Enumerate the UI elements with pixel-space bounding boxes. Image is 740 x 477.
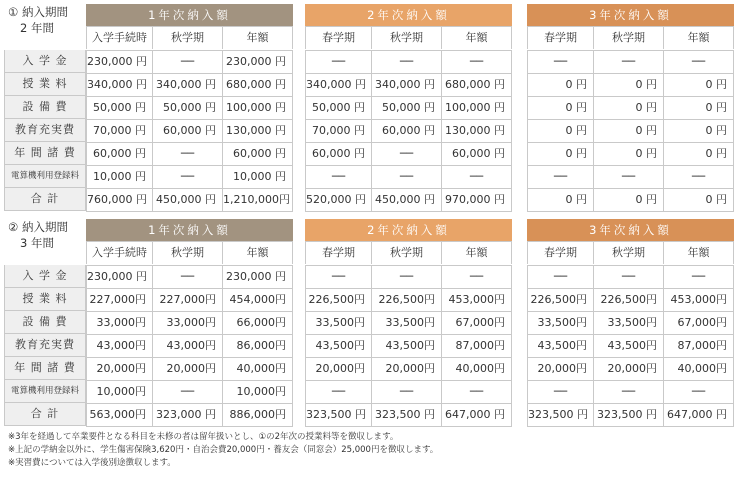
year3-row	[527, 289, 734, 312]
year1-row	[86, 404, 293, 427]
row-label: 教育充実費	[4, 119, 86, 141]
fee-value: 10,000円	[86, 381, 153, 403]
column-header: 春学期	[527, 242, 594, 264]
fee-value: 680,000 円	[442, 74, 512, 96]
year3-header: 3年次納入額	[527, 4, 734, 26]
fee-value: 227,000円	[153, 289, 223, 311]
fee-value: 130,000 円	[442, 120, 512, 142]
column-header: 年額	[664, 27, 734, 49]
note-line: ※3年を経過して卒業要件となる科目を未修の者は留年扱いとし、①の2年次の授業料等を徴収します。	[8, 432, 399, 442]
fee-value: 10,000 円	[223, 166, 293, 188]
fee-value: 450,000 円	[153, 189, 223, 211]
year1-row	[86, 289, 293, 312]
fee-value: 20,000円	[153, 358, 223, 380]
fee-value: 323,500 円	[594, 404, 664, 426]
year1-row	[86, 312, 293, 335]
year3-row	[527, 358, 734, 381]
fee-value: 0 円	[527, 189, 594, 211]
row-label-row	[4, 403, 86, 426]
year3-table	[527, 219, 734, 427]
fee-value: 33,500円	[527, 312, 594, 334]
fee-value: ──	[664, 51, 734, 73]
column-header: 秋学期	[153, 27, 223, 49]
year2-row	[305, 189, 512, 212]
year2-column-headers	[305, 241, 512, 266]
row-label-row	[4, 357, 86, 380]
fee-value: 563,000円	[86, 404, 153, 426]
year2-column-headers	[305, 26, 512, 51]
fee-value: 43,500円	[372, 335, 442, 357]
year1-header: 1年次納入額	[86, 219, 293, 241]
fee-value: 340,000 円	[372, 74, 442, 96]
year1-row	[86, 166, 293, 189]
row-label: 合 計	[4, 188, 86, 210]
year1-row	[86, 143, 293, 166]
fee-value: 43,000円	[86, 335, 153, 357]
fee-value: 0 円	[594, 120, 664, 142]
year3-row	[527, 312, 734, 335]
year3-row	[527, 120, 734, 143]
fee-value: ──	[153, 381, 223, 403]
year3-row	[527, 51, 734, 74]
row-label-row	[4, 334, 86, 357]
fee-value: 226,500円	[372, 289, 442, 311]
column-header: 春学期	[305, 242, 372, 264]
year3-row	[527, 335, 734, 358]
column-header: 秋学期	[372, 27, 442, 49]
fee-value: 33,000円	[86, 312, 153, 334]
year1-column-headers	[86, 241, 293, 266]
fee-value: 100,000 円	[223, 97, 293, 119]
fee-value: 60,000 円	[372, 120, 442, 142]
fee-value: 0 円	[664, 143, 734, 165]
fee-value: ──	[305, 166, 372, 188]
fee-value: 60,000 円	[442, 143, 512, 165]
column-header: 秋学期	[372, 242, 442, 264]
fee-value: 970,000 円	[442, 189, 512, 211]
period-label-line1: ② 納入期間	[8, 220, 68, 234]
year2-row	[305, 404, 512, 427]
row-label-row	[4, 311, 86, 334]
fee-value: ──	[153, 166, 223, 188]
row-label: 年 間 諸 費	[4, 357, 86, 379]
year3-row	[527, 189, 734, 212]
year2-row	[305, 312, 512, 335]
column-header: 入学手続時	[86, 27, 153, 49]
fee-value: 20,000円	[594, 358, 664, 380]
fee-value: ──	[372, 266, 442, 288]
row-label: 設 備 費	[4, 311, 86, 333]
fee-value: 0 円	[664, 97, 734, 119]
year3-row	[527, 97, 734, 120]
fee-value: 454,000円	[223, 289, 293, 311]
year2-row	[305, 289, 512, 312]
fee-value: 886,000円	[223, 404, 293, 426]
period-label-line2: 2 年間	[20, 21, 54, 35]
fee-value: 60,000 円	[305, 143, 372, 165]
row-label-row	[4, 119, 86, 142]
fee-value: ──	[594, 51, 664, 73]
year2-table	[305, 4, 512, 212]
fee-value: 0 円	[527, 143, 594, 165]
row-label: 年 間 諸 費	[4, 142, 86, 164]
column-header: 春学期	[527, 27, 594, 49]
row-label: 設 備 費	[4, 96, 86, 118]
year2-row	[305, 74, 512, 97]
fee-section-1	[0, 4, 740, 214]
year2-table	[305, 219, 512, 427]
year2-row	[305, 166, 512, 189]
fee-value: 87,000円	[442, 335, 512, 357]
row-label: 入 学 金	[4, 50, 86, 72]
column-header: 年額	[223, 242, 293, 264]
row-label: 電算機利用登録料	[4, 165, 86, 187]
fee-value: ──	[305, 266, 372, 288]
year3-row	[527, 404, 734, 427]
fee-value: 87,000円	[664, 335, 734, 357]
year2-row	[305, 120, 512, 143]
fee-section-2	[0, 219, 740, 429]
year2-row	[305, 266, 512, 289]
fee-value: 760,000 円	[86, 189, 153, 211]
fee-value: 60,000 円	[223, 143, 293, 165]
fee-value: 323,500 円	[372, 404, 442, 426]
fee-value: 0 円	[527, 120, 594, 142]
column-header: 年額	[442, 27, 512, 49]
fee-value: 0 円	[594, 74, 664, 96]
row-label: 教育充実費	[4, 334, 86, 356]
fee-value: 0 円	[664, 120, 734, 142]
year2-row	[305, 143, 512, 166]
fee-value: 340,000 円	[153, 74, 223, 96]
year3-row	[527, 74, 734, 97]
fee-value: 230,000 円	[223, 266, 293, 288]
period-label	[8, 4, 80, 36]
fee-value: 0 円	[594, 189, 664, 211]
row-label: 授 業 料	[4, 73, 86, 95]
fee-value: 10,000 円	[86, 166, 153, 188]
year1-row	[86, 51, 293, 74]
column-header: 年額	[664, 242, 734, 264]
fee-value: 50,000 円	[153, 97, 223, 119]
fee-value: 70,000 円	[305, 120, 372, 142]
fee-value: 323,000 円	[153, 404, 223, 426]
fee-value: ──	[153, 51, 223, 73]
year2-row	[305, 97, 512, 120]
year3-header: 3年次納入額	[527, 219, 734, 241]
fee-value: ──	[527, 381, 594, 403]
fee-value: 33,500円	[372, 312, 442, 334]
fee-value: 227,000円	[86, 289, 153, 311]
fee-value: 1,210,000円	[223, 189, 293, 211]
column-header: 秋学期	[594, 242, 664, 264]
fee-value: 40,000円	[223, 358, 293, 380]
year2-row	[305, 358, 512, 381]
fee-value: 20,000円	[527, 358, 594, 380]
row-label-row	[4, 288, 86, 311]
year1-row	[86, 381, 293, 404]
row-label-row	[4, 188, 86, 211]
column-header: 秋学期	[594, 27, 664, 49]
fee-value: ──	[305, 381, 372, 403]
fee-value: 520,000 円	[305, 189, 372, 211]
fee-value: ──	[372, 381, 442, 403]
fee-value: 453,000円	[664, 289, 734, 311]
year1-table	[86, 219, 293, 427]
year2-row	[305, 381, 512, 404]
year3-row	[527, 381, 734, 404]
fee-value: 0 円	[664, 189, 734, 211]
fee-value: 40,000円	[442, 358, 512, 380]
fee-value: ──	[527, 51, 594, 73]
fee-value: 450,000 円	[372, 189, 442, 211]
fee-value: ──	[594, 266, 664, 288]
fee-value: 230,000 円	[86, 51, 153, 73]
period-label-line1: ① 納入期間	[8, 5, 68, 19]
year2-header: 2年次納入額	[305, 4, 512, 26]
fee-value: 67,000円	[664, 312, 734, 334]
year3-row	[527, 166, 734, 189]
period-label-line2: 3 年間	[20, 236, 54, 250]
year1-row	[86, 74, 293, 97]
year1-row	[86, 189, 293, 212]
column-header: 入学手続時	[86, 242, 153, 264]
fee-value: 647,000 円	[664, 404, 734, 426]
row-label-row	[4, 265, 86, 288]
fee-value: 647,000 円	[442, 404, 512, 426]
fee-value: 43,500円	[305, 335, 372, 357]
fee-value: ──	[305, 51, 372, 73]
fee-value: ──	[594, 381, 664, 403]
fee-value: 226,500円	[305, 289, 372, 311]
year3-table	[527, 4, 734, 212]
note-line: ※実習費については入学後別途徴収します。	[8, 458, 176, 468]
fee-value: 20,000円	[86, 358, 153, 380]
fee-value: 0 円	[664, 74, 734, 96]
year3-column-headers	[527, 26, 734, 51]
fee-value: ──	[442, 166, 512, 188]
fee-value: 60,000 円	[86, 143, 153, 165]
fee-value: ──	[442, 381, 512, 403]
year1-row	[86, 266, 293, 289]
fee-value: ──	[372, 143, 442, 165]
fee-value: 0 円	[527, 74, 594, 96]
fee-value: 230,000 円	[223, 51, 293, 73]
year1-row	[86, 358, 293, 381]
row-label-row	[4, 165, 86, 188]
fee-value: 226,500円	[527, 289, 594, 311]
fee-value: 230,000 円	[86, 266, 153, 288]
fee-value: 60,000 円	[153, 120, 223, 142]
fee-value: ──	[664, 166, 734, 188]
year1-row	[86, 335, 293, 358]
fee-value: 323,500 円	[305, 404, 372, 426]
row-label-row	[4, 142, 86, 165]
year3-row	[527, 143, 734, 166]
fee-value: 10,000円	[223, 381, 293, 403]
year1-column-headers	[86, 26, 293, 51]
fee-value: ──	[664, 381, 734, 403]
fee-value: 340,000 円	[305, 74, 372, 96]
column-header: 年額	[442, 242, 512, 264]
fee-value: 70,000 円	[86, 120, 153, 142]
fee-value: ──	[594, 166, 664, 188]
fee-value: 323,500 円	[527, 404, 594, 426]
year3-column-headers	[527, 241, 734, 266]
fee-value: 130,000 円	[223, 120, 293, 142]
fee-value: ──	[527, 166, 594, 188]
fee-value: 33,000円	[153, 312, 223, 334]
year1-row	[86, 120, 293, 143]
column-header: 春学期	[305, 27, 372, 49]
row-label-row	[4, 50, 86, 73]
fee-value: ──	[442, 51, 512, 73]
year1-header: 1年次納入額	[86, 4, 293, 26]
fee-value: 20,000円	[305, 358, 372, 380]
fee-value: 680,000 円	[223, 74, 293, 96]
row-label-row	[4, 380, 86, 403]
column-header: 年額	[223, 27, 293, 49]
year2-header: 2年次納入額	[305, 219, 512, 241]
notes	[8, 431, 438, 470]
fee-value: ──	[442, 266, 512, 288]
year3-row	[527, 266, 734, 289]
year1-row	[86, 97, 293, 120]
fee-value: 340,000 円	[86, 74, 153, 96]
fee-value: 50,000 円	[305, 97, 372, 119]
row-label: 電算機利用登録料	[4, 380, 86, 402]
note-line: ※上記の学納金以外に、学生傷害保険3,620円・自治会費20,000円・養友会（同窓会）25,000円を徴収します。	[8, 445, 439, 455]
fee-value: 43,500円	[594, 335, 664, 357]
year2-row	[305, 335, 512, 358]
row-label-row	[4, 73, 86, 96]
fee-value: 0 円	[594, 97, 664, 119]
row-label-column	[4, 265, 86, 426]
fee-value: 0 円	[594, 143, 664, 165]
fee-value: 100,000 円	[442, 97, 512, 119]
fee-value: 43,500円	[527, 335, 594, 357]
fee-value: ──	[527, 266, 594, 288]
fee-value: 50,000 円	[86, 97, 153, 119]
fee-value: 226,500円	[594, 289, 664, 311]
fee-value: ──	[664, 266, 734, 288]
fee-value: 33,500円	[305, 312, 372, 334]
fee-value: 66,000円	[223, 312, 293, 334]
fee-value: ──	[372, 51, 442, 73]
period-label	[8, 219, 80, 251]
column-header: 秋学期	[153, 242, 223, 264]
row-label: 授 業 料	[4, 288, 86, 310]
fee-value: 40,000円	[664, 358, 734, 380]
fee-value: ──	[153, 266, 223, 288]
row-label: 入 学 金	[4, 265, 86, 287]
row-label: 合 計	[4, 403, 86, 425]
fee-value: 50,000 円	[372, 97, 442, 119]
year1-table	[86, 4, 293, 212]
row-label-row	[4, 96, 86, 119]
fee-value: ──	[153, 143, 223, 165]
fee-value: 86,000円	[223, 335, 293, 357]
fee-value: 0 円	[527, 97, 594, 119]
fee-value: 43,000円	[153, 335, 223, 357]
year2-row	[305, 51, 512, 74]
fee-value: 33,500円	[594, 312, 664, 334]
fee-value: ──	[372, 166, 442, 188]
fee-value: 453,000円	[442, 289, 512, 311]
row-label-column	[4, 50, 86, 211]
fee-value: 20,000円	[372, 358, 442, 380]
fee-value: 67,000円	[442, 312, 512, 334]
